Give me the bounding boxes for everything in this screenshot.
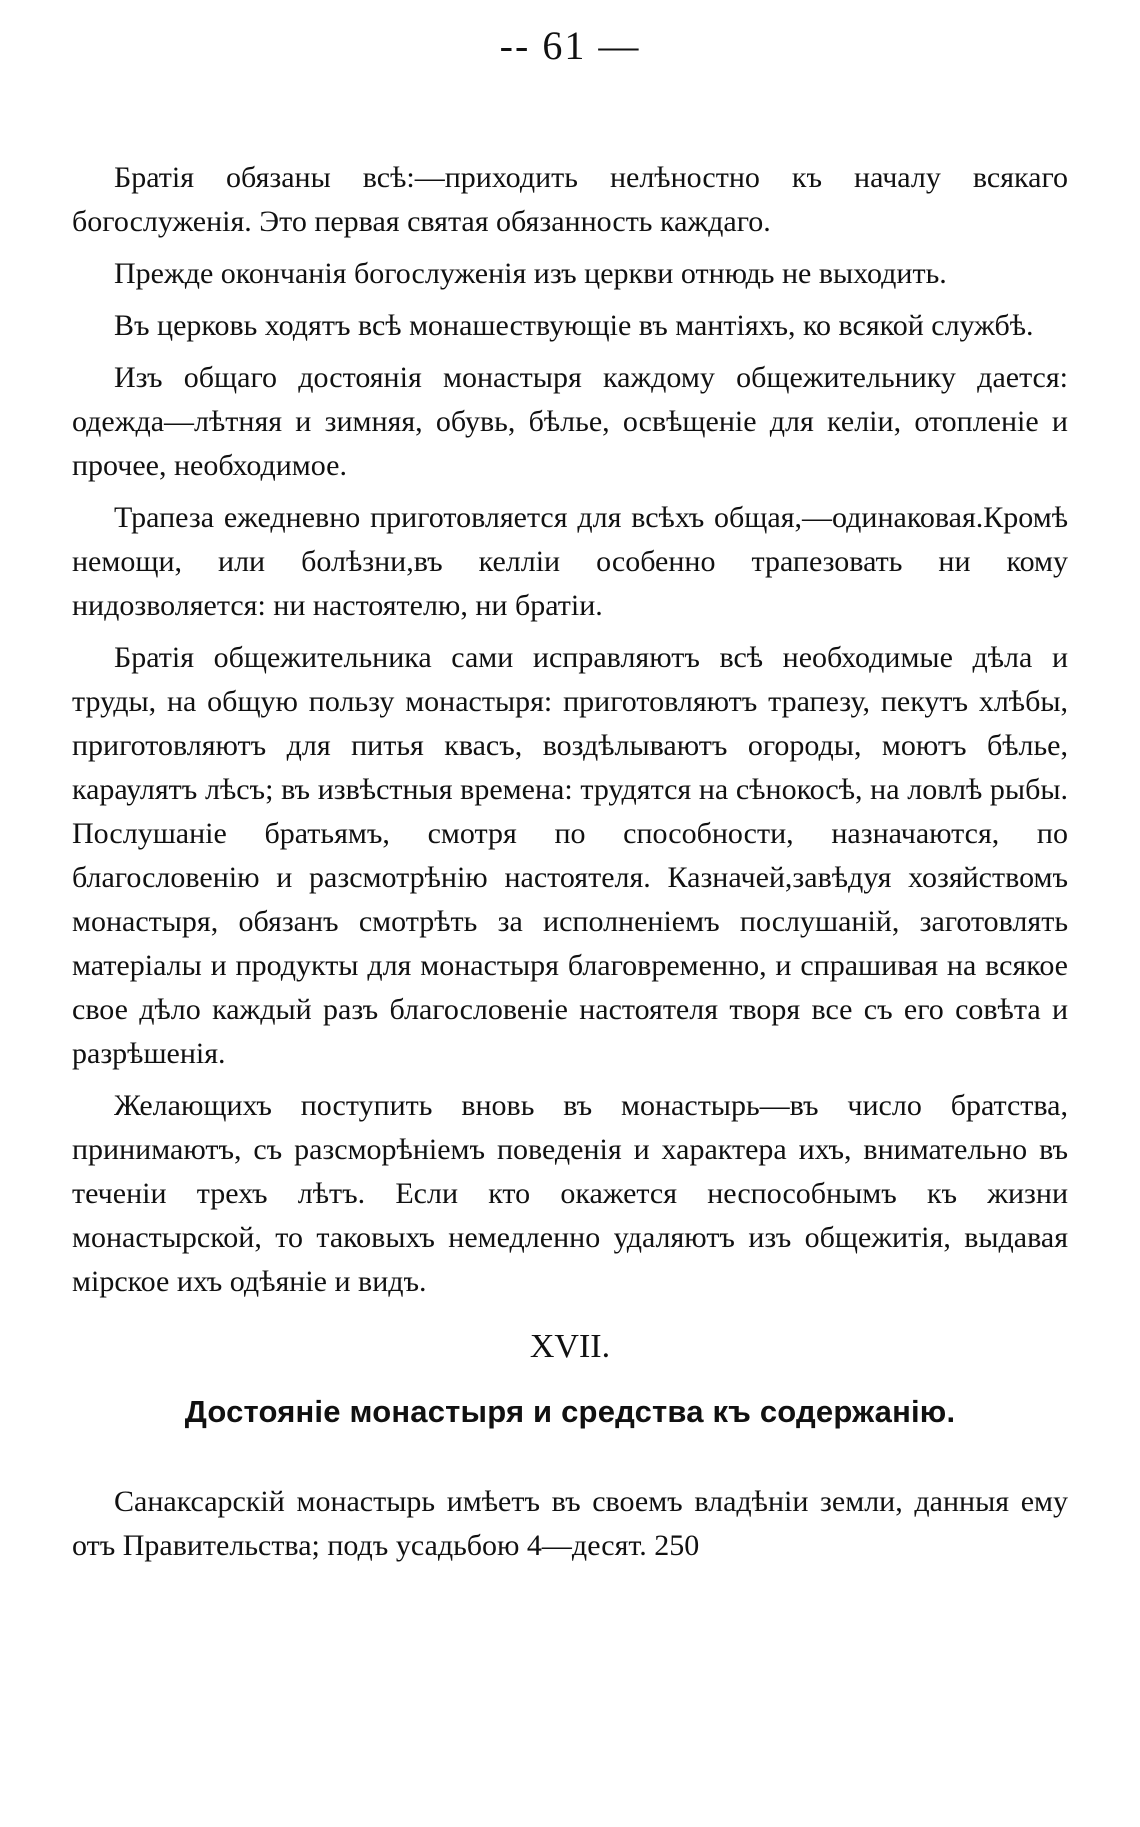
section-title: Достояніе монастыря и средства къ содержанію. <box>184 1394 956 1429</box>
paragraph-land-holdings: Санаксарскій монастырь имѣетъ въ своемъ владѣніи земли, данныя ему отъ Правительства; подъ усадьбою 4—десят. 250 <box>72 1485 1068 1562</box>
paragraph-mantles: Въ церковь ходятъ всѣ монашествующіе въ мантіяхъ, ко всякой службѣ. <box>114 309 1034 342</box>
paragraph-provisions: Изъ общаго достоянія монастыря каждому общежительнику дается: одежда—лѣтняя и зимняя, обувь, бѣлье, освѣщеніе для келіи, отопленіе и прочее, необходимое. <box>72 361 1068 482</box>
paragraph-novices: Желающихъ поступить вновь въ монастырь—въ число братства, принимаютъ, съ разсморѣніемъ поведенія и характера ихъ, внимательно въ теченіи трехъ лѣтъ. Если кто окажется неспособнымъ къ жизни монастырской, то таковыхъ немедленно удаляютъ изъ общежитія, выдавая мірское ихъ одѣяніе и видъ. <box>72 1089 1068 1298</box>
paragraph-refectory: Трапеза ежедневно приготовляется для всѣхъ общая,—одинаковая.Кромѣ немощи, или болѣзни,въ келліи особенно трапезовать ни кому нидозволяется: ни настоятелю, ни братіи. <box>72 501 1068 622</box>
paragraph-obediences: Братія общежительника сами исправляютъ всѣ необходимые дѣла и труды, на общую пользу монастыря: приготовляютъ трапезу, пекутъ хлѣбы, приготовляютъ для питья квасъ, воздѣлываютъ огороды, моютъ бѣлье, караулятъ лѣсъ; въ извѣстныя времена: трудятся на сѣнокосѣ, на ловлѣ рыбы. Послушаніе братьямъ, смотря по способности, назначаются, по благословенію и разсмотрѣнію настоятеля. Казначей,завѣдуя хозяйствомъ монастыря, обязанъ смотрѣть за исполненіемъ послушаній, заготовлять матеріалы и продукты для монастыря благовременно, и спрашивая на всякое свое дѣло каждый разъ благословеніе настоятеля творя все съ его совѣта и разрѣшенія. <box>72 641 1068 1070</box>
page-number: -- 61 — <box>499 23 641 68</box>
paragraph-duties: Братія обязаны всѣ:—приходить нелѣностно къ началу всякаго богослуженія. Это первая святая обязанность каждаго. <box>72 161 1068 238</box>
section-number: XVII. <box>529 1328 611 1365</box>
paragraph-leaving-church: Прежде окончанія богослуженія изъ церкви отнюдь не выходить. <box>114 257 947 290</box>
